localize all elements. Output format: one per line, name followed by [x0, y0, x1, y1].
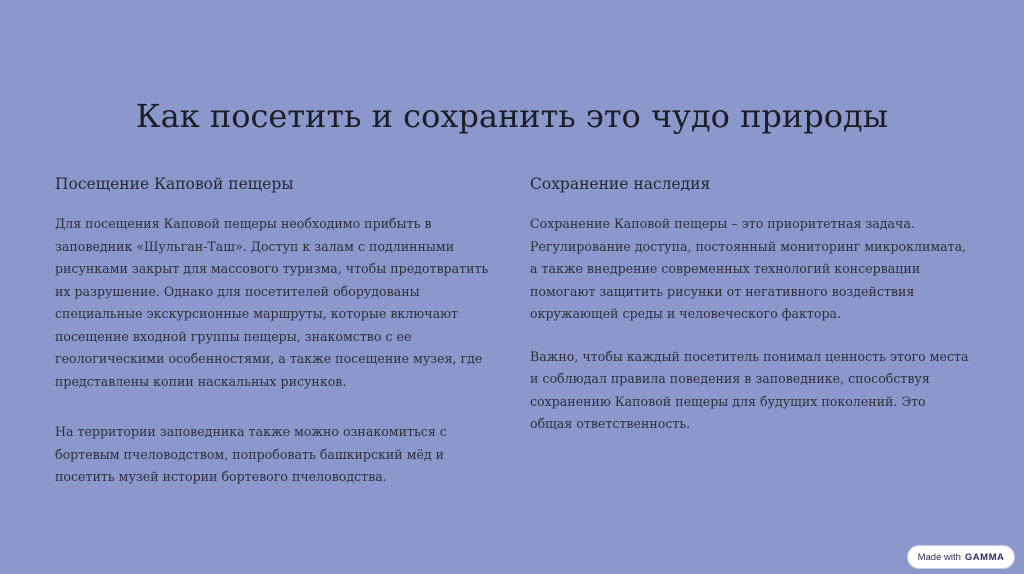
- preservation-paragraph-1: Сохранение Каповой пещеры – это приоритетная задача. Регулирование доступа, постоянный мониторинг микроклимата, а также внедрение современных технологий консервации помогают защитить рисунки от негативного воздействия окружающей среды и человеческого фактора.: [530, 216, 967, 321]
- badge-prefix: Made with: [917, 551, 961, 563]
- preservation-heading: Сохранение наследия: [530, 175, 711, 193]
- preservation-paragraph-2: Важно, чтобы каждый посетитель понимал ценность этого места и соблюдал правила поведения в заповеднике, способствуя сохранению Каповой пещеры для будущих поколений. Это общая ответственность.: [530, 348, 969, 431]
- visit-section: [55, 172, 495, 489]
- page-title: Как посетить и сохранить это чудо природы: [135, 97, 889, 135]
- visit-paragraph-2: На территории заповедника также можно ознакомиться с бортевым пчеловодством, попробовать башкирский мёд и посетить музей истории бортевого пчеловодства.: [55, 424, 447, 484]
- preservation-section: [530, 172, 970, 436]
- visit-paragraph-1: Для посещения Каповой пещеры необходимо прибыть в заповедник «Шульган-Таш». Доступ к залам с подлинными рисунками закрыт для массового туризма, чтобы предотвратить их разрушение. Однако для посетителей оборудованы специальные экскурсионные маршруты, которые включают посещение входной группы пещеры, знакомство с ее геологическими особенностями, а также посещение музея, где представлены копии наскальных рисунков.: [55, 216, 489, 389]
- visit-heading: Посещение Каповой пещеры: [55, 175, 294, 193]
- gamma-logo: GAMMA: [964, 551, 1005, 563]
- made-with-gamma-badge[interactable]: [907, 545, 1015, 569]
